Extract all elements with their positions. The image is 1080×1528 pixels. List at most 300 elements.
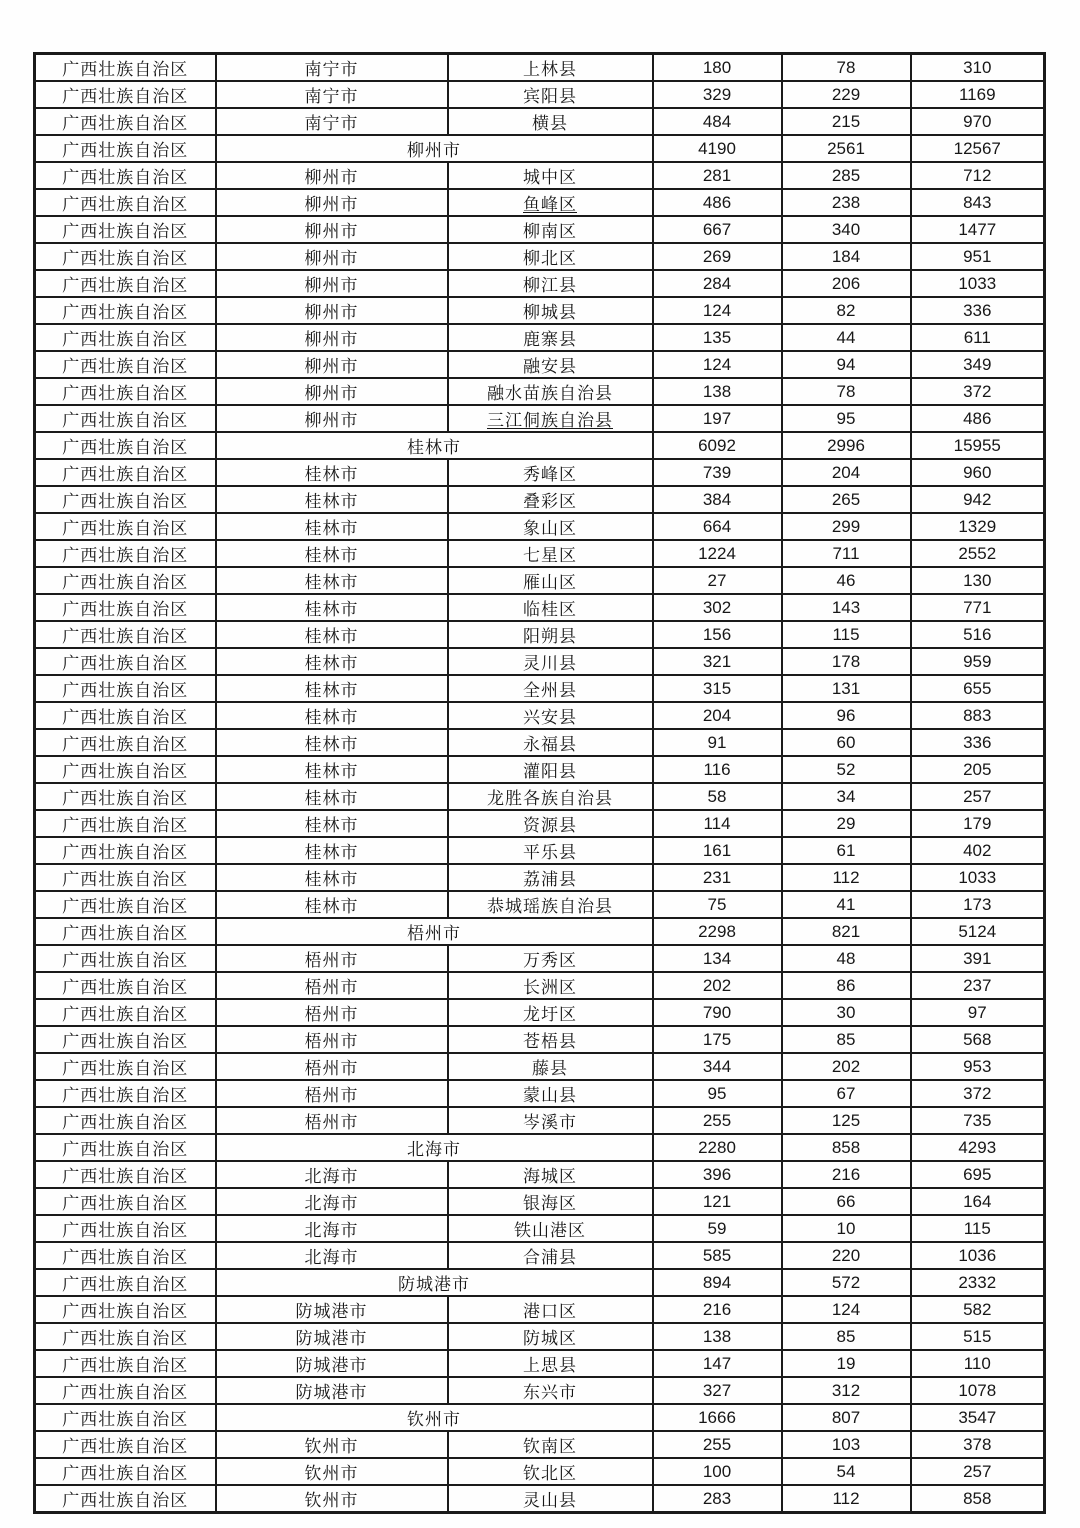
- province-cell: 广西壮族自治区: [35, 810, 216, 837]
- value-cell-1: 231: [653, 864, 782, 891]
- value-cell-1: 384: [653, 486, 782, 513]
- city-cell: 梧州市: [216, 1053, 448, 1080]
- table-row: [35, 1296, 1045, 1323]
- table-row: [35, 864, 1045, 891]
- value-cell-3: 1033: [911, 270, 1045, 297]
- value-cell-2: 61: [782, 837, 911, 864]
- city-cell: 梧州市: [216, 972, 448, 999]
- value-cell-1: 95: [653, 1080, 782, 1107]
- value-cell-2: 216: [782, 1161, 911, 1188]
- county-cell: 钦北区: [448, 1458, 653, 1485]
- city-cell: 梧州市: [216, 1026, 448, 1053]
- value-cell-1: 1666: [653, 1404, 782, 1431]
- value-cell-2: 10: [782, 1215, 911, 1242]
- province-cell: 广西壮族自治区: [35, 756, 216, 783]
- county-cell: 万秀区: [448, 945, 653, 972]
- province-cell: 广西壮族自治区: [35, 1134, 216, 1161]
- value-cell-2: 67: [782, 1080, 911, 1107]
- value-cell-2: 125: [782, 1107, 911, 1134]
- county-cell: 融安县: [448, 351, 653, 378]
- table-row: [35, 1161, 1045, 1188]
- city-cell: 桂林市: [216, 513, 448, 540]
- value-cell-3: 257: [911, 1458, 1045, 1485]
- value-cell-3: 372: [911, 378, 1045, 405]
- value-cell-3: 2552: [911, 540, 1045, 567]
- value-cell-1: 1224: [653, 540, 782, 567]
- table-row: [35, 648, 1045, 675]
- province-cell: 广西壮族自治区: [35, 1053, 216, 1080]
- county-cell: 七星区: [448, 540, 653, 567]
- city-cell: 梧州市: [216, 1080, 448, 1107]
- value-cell-3: 372: [911, 1080, 1045, 1107]
- table-row: [35, 1107, 1045, 1134]
- value-cell-3: 953: [911, 1053, 1045, 1080]
- province-cell: 广西壮族自治区: [35, 1080, 216, 1107]
- county-cell: 柳城县: [448, 297, 653, 324]
- table-row: [35, 1350, 1045, 1377]
- city-cell: 南宁市: [216, 81, 448, 108]
- value-cell-2: 821: [782, 918, 911, 945]
- value-cell-3: 5124: [911, 918, 1045, 945]
- value-cell-3: 712: [911, 162, 1045, 189]
- city-cell: 柳州市: [216, 324, 448, 351]
- table-row: [35, 1485, 1045, 1513]
- city-total-cell: 梧州市: [216, 918, 653, 945]
- value-cell-2: 52: [782, 756, 911, 783]
- county-cell: 柳北区: [448, 243, 653, 270]
- value-cell-1: 790: [653, 999, 782, 1026]
- value-cell-2: 215: [782, 108, 911, 135]
- province-cell: 广西壮族自治区: [35, 702, 216, 729]
- value-cell-2: 95: [782, 405, 911, 432]
- city-cell: 桂林市: [216, 621, 448, 648]
- province-cell: 广西壮族自治区: [35, 540, 216, 567]
- value-cell-2: 131: [782, 675, 911, 702]
- county-cell: 雁山区: [448, 567, 653, 594]
- table-row: [35, 189, 1045, 216]
- value-cell-1: 58: [653, 783, 782, 810]
- province-cell: 广西壮族自治区: [35, 54, 216, 82]
- county-cell: 龙圩区: [448, 999, 653, 1026]
- value-cell-2: 858: [782, 1134, 911, 1161]
- county-cell: 鹿寨县: [448, 324, 653, 351]
- value-cell-2: 178: [782, 648, 911, 675]
- city-cell: 钦州市: [216, 1485, 448, 1513]
- value-cell-3: 3547: [911, 1404, 1045, 1431]
- value-cell-2: 265: [782, 486, 911, 513]
- value-cell-1: 667: [653, 216, 782, 243]
- province-cell: 广西壮族自治区: [35, 648, 216, 675]
- city-cell: 柳州市: [216, 216, 448, 243]
- table-row: [35, 810, 1045, 837]
- province-cell: 广西壮族自治区: [35, 1404, 216, 1431]
- county-cell: 三江侗族自治县: [448, 405, 653, 432]
- value-cell-3: 858: [911, 1485, 1045, 1513]
- value-cell-2: 44: [782, 324, 911, 351]
- value-cell-3: 960: [911, 459, 1045, 486]
- value-cell-1: 124: [653, 351, 782, 378]
- value-cell-3: 391: [911, 945, 1045, 972]
- value-cell-1: 281: [653, 162, 782, 189]
- province-cell: 广西壮族自治区: [35, 1458, 216, 1485]
- county-cell: 兴安县: [448, 702, 653, 729]
- county-cell: 港口区: [448, 1296, 653, 1323]
- value-cell-2: 66: [782, 1188, 911, 1215]
- table-row: [35, 756, 1045, 783]
- table-body: [35, 54, 1045, 1513]
- value-cell-3: 1078: [911, 1377, 1045, 1404]
- province-cell: 广西壮族自治区: [35, 162, 216, 189]
- table-row: [35, 108, 1045, 135]
- city-cell: 桂林市: [216, 486, 448, 513]
- province-cell: 广西壮族自治区: [35, 1161, 216, 1188]
- county-cell: 资源县: [448, 810, 653, 837]
- value-cell-3: 951: [911, 243, 1045, 270]
- value-cell-1: 283: [653, 1485, 782, 1513]
- city-total-cell: 钦州市: [216, 1404, 653, 1431]
- table-row: [35, 378, 1045, 405]
- table-row: [35, 351, 1045, 378]
- table-row: [35, 1188, 1045, 1215]
- table-row: [35, 297, 1045, 324]
- city-cell: 柳州市: [216, 270, 448, 297]
- city-cell: 柳州市: [216, 405, 448, 432]
- city-cell: 柳州市: [216, 162, 448, 189]
- statistics-table-sheet: [33, 52, 1046, 1514]
- county-cell: 城中区: [448, 162, 653, 189]
- county-cell: 防城区: [448, 1323, 653, 1350]
- value-cell-2: 82: [782, 297, 911, 324]
- value-cell-1: 124: [653, 297, 782, 324]
- county-cell: 灵山县: [448, 1485, 653, 1513]
- table-row: [35, 1458, 1045, 1485]
- value-cell-1: 2280: [653, 1134, 782, 1161]
- province-cell: 广西壮族自治区: [35, 999, 216, 1026]
- city-cell: 梧州市: [216, 999, 448, 1026]
- value-cell-3: 771: [911, 594, 1045, 621]
- table-row: [35, 594, 1045, 621]
- value-cell-3: 12567: [911, 135, 1045, 162]
- city-cell: 桂林市: [216, 594, 448, 621]
- province-cell: 广西壮族自治区: [35, 1215, 216, 1242]
- value-cell-3: 4293: [911, 1134, 1045, 1161]
- county-cell: 铁山港区: [448, 1215, 653, 1242]
- value-cell-1: 484: [653, 108, 782, 135]
- county-cell: 永福县: [448, 729, 653, 756]
- table-row: [35, 324, 1045, 351]
- province-cell: 广西壮族自治区: [35, 891, 216, 918]
- value-cell-1: 121: [653, 1188, 782, 1215]
- county-cell: 宾阳县: [448, 81, 653, 108]
- county-cell: 灌阳县: [448, 756, 653, 783]
- value-cell-2: 19: [782, 1350, 911, 1377]
- city-cell: 桂林市: [216, 891, 448, 918]
- province-cell: 广西壮族自治区: [35, 270, 216, 297]
- value-cell-1: 585: [653, 1242, 782, 1269]
- value-cell-1: 344: [653, 1053, 782, 1080]
- city-cell: 桂林市: [216, 648, 448, 675]
- value-cell-3: 959: [911, 648, 1045, 675]
- province-cell: 广西壮族自治区: [35, 1107, 216, 1134]
- value-cell-3: 2332: [911, 1269, 1045, 1296]
- province-cell: 广西壮族自治区: [35, 1188, 216, 1215]
- city-cell: 桂林市: [216, 756, 448, 783]
- city-total-cell: 柳州市: [216, 135, 653, 162]
- value-cell-2: 41: [782, 891, 911, 918]
- county-cell: 平乐县: [448, 837, 653, 864]
- table-row: [35, 999, 1045, 1026]
- county-cell: 秀峰区: [448, 459, 653, 486]
- table-row: [35, 945, 1045, 972]
- value-cell-3: 582: [911, 1296, 1045, 1323]
- city-cell: 防城港市: [216, 1377, 448, 1404]
- value-cell-1: 739: [653, 459, 782, 486]
- county-cell: 银海区: [448, 1188, 653, 1215]
- province-cell: 广西壮族自治区: [35, 1377, 216, 1404]
- county-cell: 阳朔县: [448, 621, 653, 648]
- table-row: [35, 702, 1045, 729]
- value-cell-1: 197: [653, 405, 782, 432]
- table-row: [35, 216, 1045, 243]
- province-cell: 广西壮族自治区: [35, 405, 216, 432]
- city-cell: 桂林市: [216, 540, 448, 567]
- value-cell-2: 202: [782, 1053, 911, 1080]
- county-cell: 叠彩区: [448, 486, 653, 513]
- county-cell: 龙胜各族自治县: [448, 783, 653, 810]
- value-cell-2: 2561: [782, 135, 911, 162]
- value-cell-1: 161: [653, 837, 782, 864]
- table-row: [35, 243, 1045, 270]
- table-row-city-total: [35, 1404, 1045, 1431]
- table-row-city-total: [35, 135, 1045, 162]
- value-cell-2: 78: [782, 54, 911, 82]
- city-cell: 桂林市: [216, 459, 448, 486]
- value-cell-1: 135: [653, 324, 782, 351]
- province-cell: 广西壮族自治区: [35, 675, 216, 702]
- value-cell-2: 115: [782, 621, 911, 648]
- value-cell-1: 315: [653, 675, 782, 702]
- province-cell: 广西壮族自治区: [35, 1485, 216, 1513]
- value-cell-2: 220: [782, 1242, 911, 1269]
- value-cell-3: 515: [911, 1323, 1045, 1350]
- county-cell: 象山区: [448, 513, 653, 540]
- value-cell-1: 134: [653, 945, 782, 972]
- value-cell-2: 184: [782, 243, 911, 270]
- city-cell: 防城港市: [216, 1323, 448, 1350]
- value-cell-1: 91: [653, 729, 782, 756]
- value-cell-1: 302: [653, 594, 782, 621]
- county-cell: 海城区: [448, 1161, 653, 1188]
- province-cell: 广西壮族自治区: [35, 189, 216, 216]
- value-cell-3: 336: [911, 729, 1045, 756]
- city-total-cell: 北海市: [216, 1134, 653, 1161]
- province-cell: 广西壮族自治区: [35, 1350, 216, 1377]
- province-cell: 广西壮族自治区: [35, 1296, 216, 1323]
- value-cell-3: 130: [911, 567, 1045, 594]
- value-cell-3: 970: [911, 108, 1045, 135]
- value-cell-2: 206: [782, 270, 911, 297]
- city-cell: 柳州市: [216, 351, 448, 378]
- city-cell: 桂林市: [216, 864, 448, 891]
- table-row: [35, 1053, 1045, 1080]
- value-cell-3: 164: [911, 1188, 1045, 1215]
- table-row: [35, 270, 1045, 297]
- value-cell-3: 735: [911, 1107, 1045, 1134]
- province-cell: 广西壮族自治区: [35, 783, 216, 810]
- value-cell-1: 4190: [653, 135, 782, 162]
- county-cell: 柳江县: [448, 270, 653, 297]
- value-cell-1: 284: [653, 270, 782, 297]
- value-cell-1: 329: [653, 81, 782, 108]
- province-cell: 广西壮族自治区: [35, 351, 216, 378]
- city-cell: 桂林市: [216, 810, 448, 837]
- table-row: [35, 621, 1045, 648]
- province-cell: 广西壮族自治区: [35, 81, 216, 108]
- value-cell-3: 237: [911, 972, 1045, 999]
- value-cell-3: 568: [911, 1026, 1045, 1053]
- county-cell: 恭城瑶族自治县: [448, 891, 653, 918]
- value-cell-1: 100: [653, 1458, 782, 1485]
- value-cell-2: 30: [782, 999, 911, 1026]
- value-cell-1: 327: [653, 1377, 782, 1404]
- table-row: [35, 891, 1045, 918]
- value-cell-1: 321: [653, 648, 782, 675]
- county-cell: 长洲区: [448, 972, 653, 999]
- value-cell-2: 94: [782, 351, 911, 378]
- value-cell-2: 711: [782, 540, 911, 567]
- province-cell: 广西壮族自治区: [35, 1431, 216, 1458]
- value-cell-1: 6092: [653, 432, 782, 459]
- value-cell-1: 255: [653, 1431, 782, 1458]
- province-cell: 广西壮族自治区: [35, 297, 216, 324]
- value-cell-1: 180: [653, 54, 782, 82]
- city-cell: 南宁市: [216, 108, 448, 135]
- value-cell-1: 204: [653, 702, 782, 729]
- table-row: [35, 783, 1045, 810]
- province-cell: 广西壮族自治区: [35, 513, 216, 540]
- value-cell-2: 96: [782, 702, 911, 729]
- value-cell-3: 1329: [911, 513, 1045, 540]
- province-cell: 广西壮族自治区: [35, 945, 216, 972]
- table-row: [35, 486, 1045, 513]
- value-cell-2: 48: [782, 945, 911, 972]
- county-cell: 横县: [448, 108, 653, 135]
- table-row: [35, 81, 1045, 108]
- province-cell: 广西壮族自治区: [35, 243, 216, 270]
- province-cell: 广西壮族自治区: [35, 918, 216, 945]
- province-cell: 广西壮族自治区: [35, 378, 216, 405]
- city-cell: 柳州市: [216, 189, 448, 216]
- city-cell: 柳州市: [216, 297, 448, 324]
- province-cell: 广西壮族自治区: [35, 324, 216, 351]
- table-row: [35, 1215, 1045, 1242]
- value-cell-3: 205: [911, 756, 1045, 783]
- value-cell-3: 257: [911, 783, 1045, 810]
- table-row: [35, 1242, 1045, 1269]
- table-row-city-total: [35, 918, 1045, 945]
- province-cell: 广西壮族自治区: [35, 1242, 216, 1269]
- city-cell: 桂林市: [216, 783, 448, 810]
- value-cell-2: 340: [782, 216, 911, 243]
- value-cell-1: 156: [653, 621, 782, 648]
- table-row: [35, 1431, 1045, 1458]
- table-row-city-total: [35, 1269, 1045, 1296]
- value-cell-3: 655: [911, 675, 1045, 702]
- table-row: [35, 1026, 1045, 1053]
- city-cell: 桂林市: [216, 729, 448, 756]
- city-cell: 北海市: [216, 1188, 448, 1215]
- value-cell-2: 312: [782, 1377, 911, 1404]
- province-cell: 广西壮族自治区: [35, 459, 216, 486]
- province-cell: 广西壮族自治区: [35, 972, 216, 999]
- value-cell-3: 516: [911, 621, 1045, 648]
- value-cell-1: 114: [653, 810, 782, 837]
- value-cell-2: 29: [782, 810, 911, 837]
- value-cell-1: 664: [653, 513, 782, 540]
- county-cell: 鱼峰区: [448, 189, 653, 216]
- value-cell-3: 349: [911, 351, 1045, 378]
- value-cell-1: 116: [653, 756, 782, 783]
- city-cell: 梧州市: [216, 1107, 448, 1134]
- county-cell: 上林县: [448, 54, 653, 82]
- province-cell: 广西壮族自治区: [35, 1026, 216, 1053]
- value-cell-2: 85: [782, 1323, 911, 1350]
- value-cell-3: 942: [911, 486, 1045, 513]
- value-cell-2: 2996: [782, 432, 911, 459]
- value-cell-2: 46: [782, 567, 911, 594]
- table-row: [35, 729, 1045, 756]
- value-cell-2: 112: [782, 1485, 911, 1513]
- province-cell: 广西壮族自治区: [35, 1269, 216, 1296]
- region-statistics-table: [33, 52, 1046, 1514]
- value-cell-1: 75: [653, 891, 782, 918]
- province-cell: 广西壮族自治区: [35, 594, 216, 621]
- city-cell: 梧州市: [216, 945, 448, 972]
- value-cell-3: 336: [911, 297, 1045, 324]
- value-cell-1: 486: [653, 189, 782, 216]
- value-cell-2: 103: [782, 1431, 911, 1458]
- city-cell: 桂林市: [216, 702, 448, 729]
- province-cell: 广西壮族自治区: [35, 567, 216, 594]
- value-cell-1: 138: [653, 1323, 782, 1350]
- county-cell: 藤县: [448, 1053, 653, 1080]
- value-cell-3: 115: [911, 1215, 1045, 1242]
- county-cell: 合浦县: [448, 1242, 653, 1269]
- value-cell-1: 216: [653, 1296, 782, 1323]
- value-cell-2: 807: [782, 1404, 911, 1431]
- city-cell: 北海市: [216, 1161, 448, 1188]
- city-cell: 钦州市: [216, 1431, 448, 1458]
- city-total-cell: 防城港市: [216, 1269, 653, 1296]
- province-cell: 广西壮族自治区: [35, 486, 216, 513]
- value-cell-3: 486: [911, 405, 1045, 432]
- county-cell: 临桂区: [448, 594, 653, 621]
- value-cell-1: 138: [653, 378, 782, 405]
- county-cell: 荔浦县: [448, 864, 653, 891]
- city-cell: 柳州市: [216, 378, 448, 405]
- value-cell-3: 97: [911, 999, 1045, 1026]
- table-row: [35, 837, 1045, 864]
- value-cell-2: 143: [782, 594, 911, 621]
- table-row: [35, 972, 1045, 999]
- value-cell-1: 255: [653, 1107, 782, 1134]
- value-cell-3: 695: [911, 1161, 1045, 1188]
- value-cell-1: 269: [653, 243, 782, 270]
- county-cell: 融水苗族自治县: [448, 378, 653, 405]
- value-cell-3: 310: [911, 54, 1045, 82]
- value-cell-1: 2298: [653, 918, 782, 945]
- province-cell: 广西壮族自治区: [35, 216, 216, 243]
